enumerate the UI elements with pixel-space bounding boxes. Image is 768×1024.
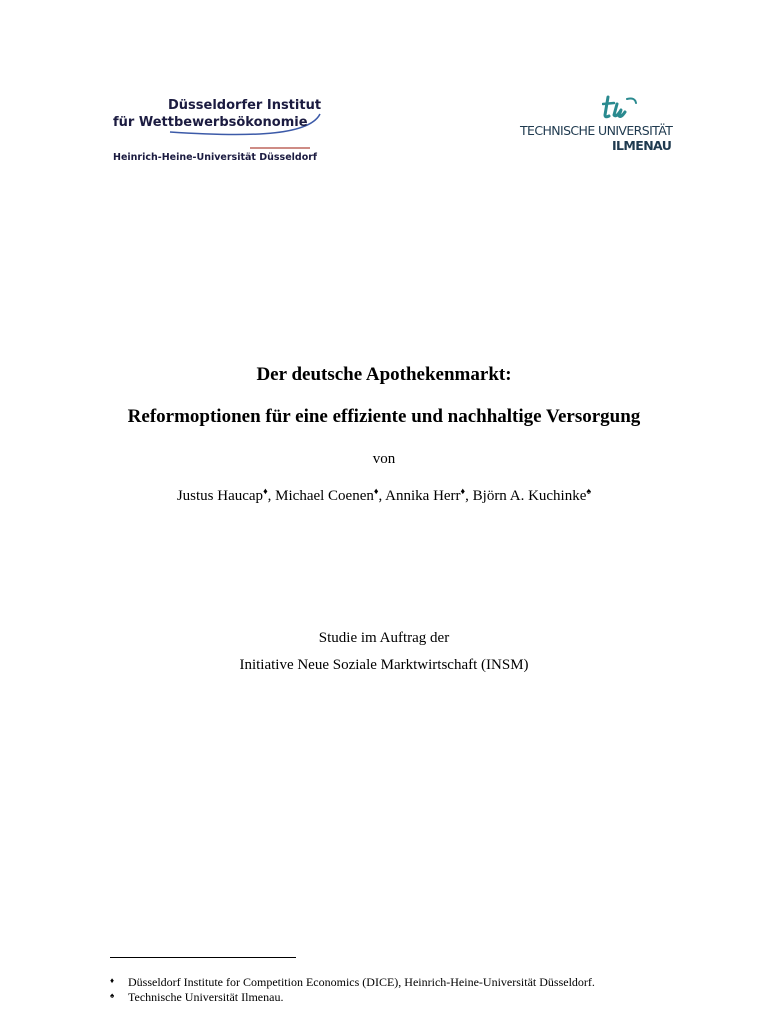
by-label: von <box>372 451 396 467</box>
author-list <box>0 486 768 505</box>
tu-logo-line2: ILMENAU <box>612 138 672 153</box>
tu-logo-mark <box>602 95 642 121</box>
tu-logo-line1: TECHNISCHE UNIVERSITÄT <box>520 123 673 138</box>
study-commission-line: Studie im Auftrag der <box>318 630 450 646</box>
document-title: Der deutsche Apothekenmarkt: <box>256 364 512 385</box>
dice-logo-line3: Heinrich-Heine-Universität Düsseldorf <box>113 152 318 163</box>
author-separator: , <box>378 488 386 504</box>
author-affiliation-mark: ♦ <box>460 486 466 496</box>
author-name: Annika Herr <box>385 488 461 504</box>
author-affiliation-mark: ♦ <box>263 486 268 496</box>
author-affiliation-mark: ♦ <box>373 486 379 496</box>
footnote-mark: ♦ <box>110 976 115 985</box>
footnote-mark: ♠ <box>110 991 115 1000</box>
footnote-text: Technische Universität Ilmenau. <box>128 990 284 1004</box>
footnote-2 <box>110 990 283 1005</box>
dice-logo-line2: für Wettbewerbsökonomie <box>113 115 308 130</box>
dice-logo-line1: Düsseldorfer Institut <box>168 98 322 113</box>
document-subtitle: Reformoptionen für eine effiziente und nachhaltige Versorgung <box>127 406 641 427</box>
author-name: Björn A. Kuchinke <box>472 488 587 504</box>
author-separator: , <box>267 488 276 504</box>
tu-ilmenau-logo <box>520 95 680 157</box>
footnote-text: Düsseldorf Institute for Competition Economics (DICE), Heinrich-Heine-Universität Düsseldorf. <box>128 975 595 989</box>
footnote-1 <box>110 975 595 990</box>
author-separator: , <box>465 488 473 504</box>
author-name: Michael Coenen <box>275 488 374 504</box>
dice-logo <box>110 98 330 170</box>
footnote-divider <box>110 957 296 958</box>
study-client-line: Initiative Neue Soziale Marktwirtschaft (INSM) <box>239 657 529 673</box>
author-affiliation-mark: ♠ <box>586 486 592 496</box>
author-name: Justus Haucap <box>176 488 264 504</box>
